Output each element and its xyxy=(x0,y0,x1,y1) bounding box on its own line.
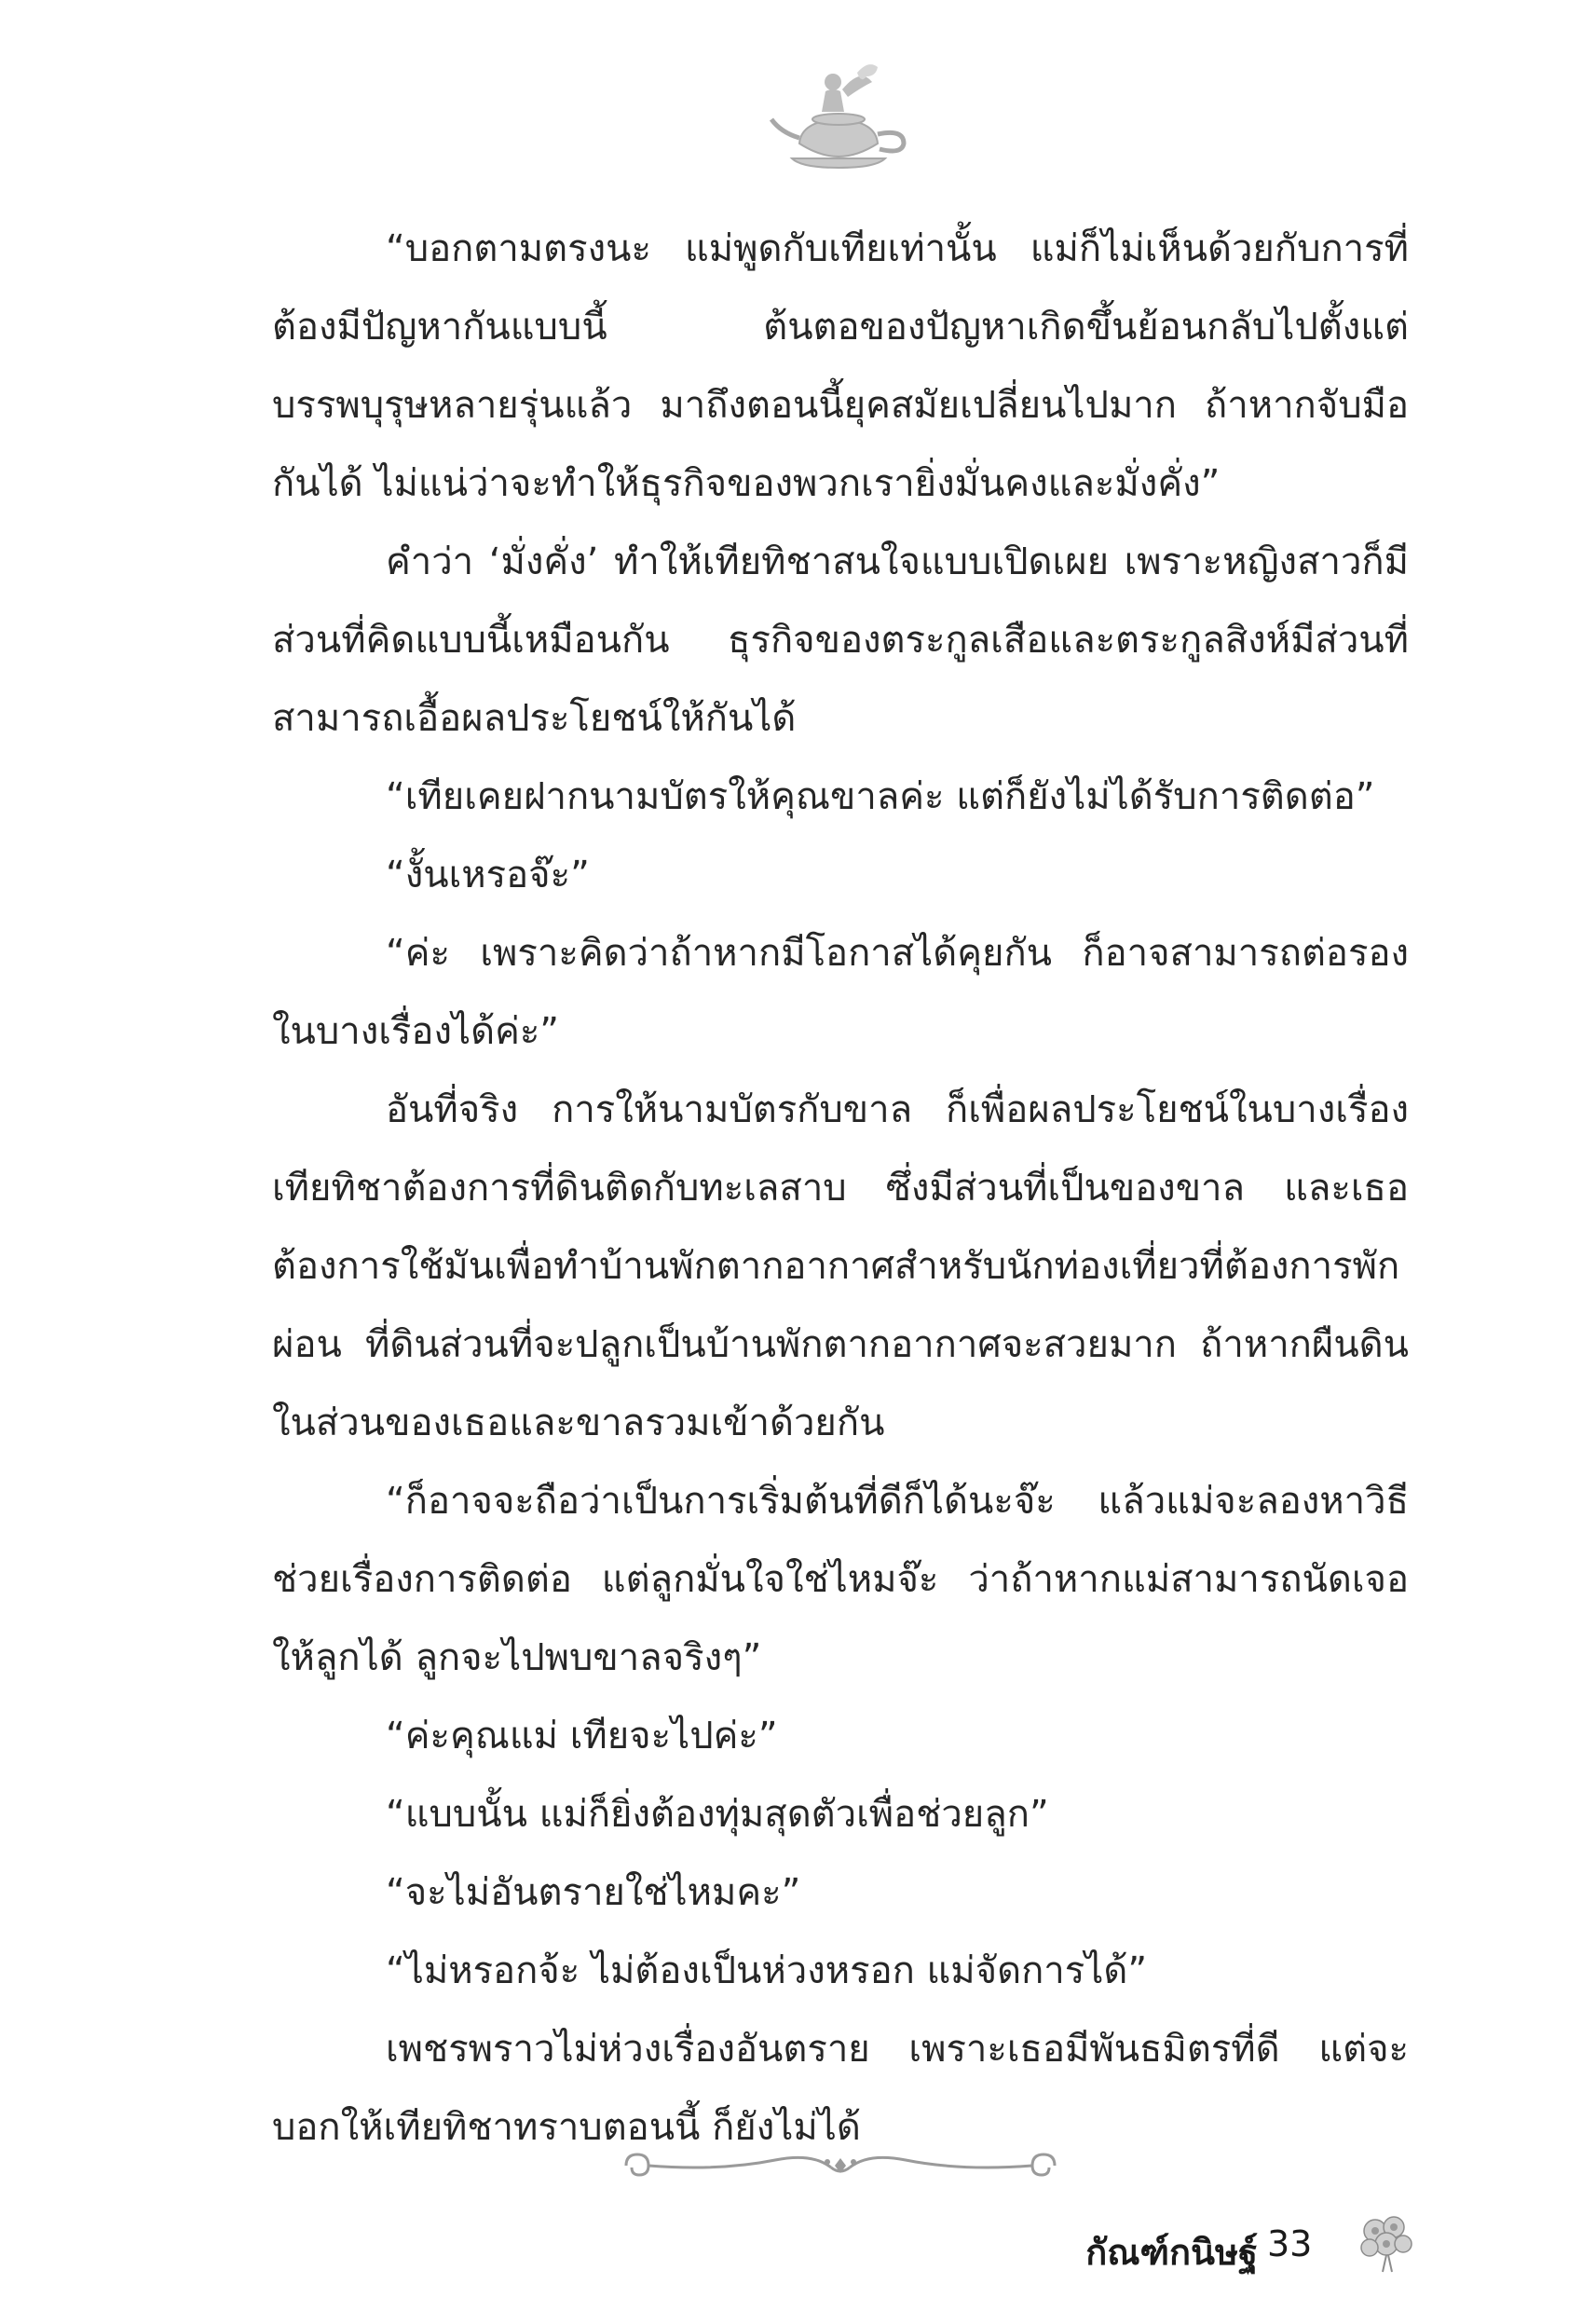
paragraph: “งั้นเหรอจ๊ะ” xyxy=(386,854,590,896)
scroll-divider-ornament xyxy=(607,2134,1073,2199)
paragraph: “เทียเคยฝากนามบัตรให้คุณขาลค่ะ แต่ก็ยังไม่ได้รับการติดต่อ” xyxy=(386,775,1375,818)
paragraph: “จะไม่อันตรายใช่ไหมคะ” xyxy=(386,1871,801,1914)
paragraph: “ก็อาจจะถือว่าเป็นการเริ่มต้นที่ดีก็ได้นะจ๊ะ แล้วแม่จะลองหาวิธีช่วยเรื่องการติดต่อ แต่ลูกมั่นใจใช่ไหมจ๊ะ ว่าถ้าหากแม่สามารถนัดเจอให้ลูกได้ ลูกจะไปพบขาลจริงๆ” xyxy=(272,1480,1409,1679)
book-title: กัณฑ์กนิษฐ์ xyxy=(1085,2232,1258,2273)
paragraph: เพชรพราวไม่ห่วงเรื่องอันตราย เพราะเธอมีพันธมิตรที่ดี แต่จะบอกให้เทียทิชาทราบตอนนี้ ก็ยังไม่ได้ xyxy=(272,2028,1409,2149)
flower-bouquet-icon xyxy=(1349,2203,1424,2277)
body-text xyxy=(272,210,1409,2167)
teapot-cupid-ornament-icon xyxy=(764,54,913,175)
paragraph: “ค่ะคุณแม่ เทียจะไปค่ะ” xyxy=(386,1715,778,1757)
paragraph: คำว่า ‘มั่งคั่ง’ ทำให้เทียทิชาสนใจแบบเปิดเผย เพราะหญิงสาวก็มีส่วนที่คิดแบบนี้เหมือนกัน ธุรกิจของตระกูลเสือและตระกูลสิงห์มีส่วนที่สามารถเอื้อผลประโยชน์ให้กันได้ xyxy=(272,540,1409,740)
paragraph: อันที่จริง การให้นามบัตรกับขาล ก็เพื่อผลประโยชน์ในบางเรื่อง เทียทิชาต้องการที่ดินติดกับทะเลสาบ ซึ่งมีส่วนที่เป็นของขาล และเธอต้องการใช้มันเพื่อทำบ้านพักตากอากาศสำหรับนักท่องเที่ยวที่ต้องการพักผ่อน ที่ดินส่วนที่จะปลูกเป็นบ้านพักตากอากาศจะสวยมาก ถ้าหากผืนดินในส่วนของเธอและขาลรวมเข้าด้วยกัน xyxy=(272,1088,1409,1444)
paragraph: “ค่ะ เพราะคิดว่าถ้าหากมีโอกาสได้คุยกัน ก็อาจสามารถต่อรองในบางเรื่องได้ค่ะ” xyxy=(272,932,1409,1053)
page-number: 33 xyxy=(1267,2223,1313,2264)
paragraph: “ไม่หรอกจ้ะ ไม่ต้องเป็นห่วงหรอก แม่จัดการได้” xyxy=(386,1949,1148,1992)
paragraph: “แบบนั้น แม่ก็ยิ่งต้องทุ่มสุดตัวเพื่อช่วยลูก” xyxy=(386,1793,1049,1836)
paragraph: “บอกตามตรงนะ แม่พูดกับเทียเท่านั้น แม่ก็ไม่เห็นด้วยกับการที่ต้องมีปัญหากันแบบนี้ ต้นตอของปัญหาเกิดขึ้นย้อนกลับไปตั้งแต่บรรพบุรุษหลายรุ่นแล้ว มาถึงตอนนี้ยุคสมัยเปลี่ยนไปมาก ถ้าหากจับมือกันได้ ไม่แน่ว่าจะทำให้ธุรกิจของพวกเรายิ่งมั่นคงและมั่งคั่ง” xyxy=(272,227,1409,505)
